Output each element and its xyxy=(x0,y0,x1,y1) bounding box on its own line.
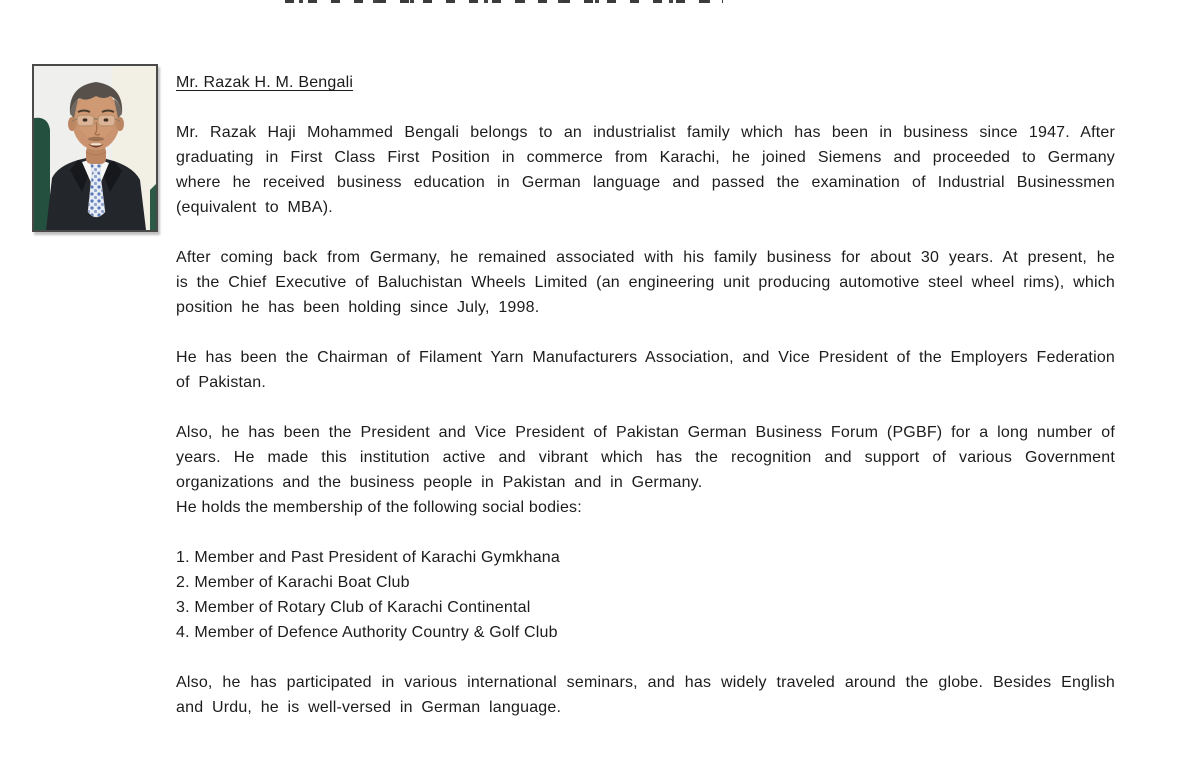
membership-intro-line: He holds the membership of the following social bodies: xyxy=(176,499,582,516)
clipped-header-remnant xyxy=(285,0,723,3)
membership-item: 2. Member of Karachi Boat Club xyxy=(176,574,410,591)
membership-item: 3. Member of Rotary Club of Karachi Continental xyxy=(176,599,531,616)
membership-item: 1. Member and Past President of Karachi Gymkhana xyxy=(176,549,561,566)
bio-paragraph-3: He has been the Chairman of Filament Yarn Manufacturers Association, and Vice President of the Employers Federation of Pakistan. xyxy=(176,349,1116,391)
bio-paragraph-4: Also, he has been the President and Vice President of Pakistan German Business Forum (PGBF) for a long number of years. He made this institution active and vibrant which has the recognition and support of various Government organizations and the business people in Pakistan and in Germany. xyxy=(176,424,1115,491)
bio-paragraph-1: Mr. Razak Haji Mohammed Bengali belongs to an industrialist family which has been in business since 1947. After graduating in First Class First Position in commerce from Karachi, he joined Siemens and proceeded to Germany where he received business education in German language and passed the examination of Industrial Businessmen (equivalent to MBA). xyxy=(176,124,1115,216)
portrait-photo-illustration xyxy=(34,66,156,230)
closing-paragraph: Also, he has participated in various international seminars, and has widely traveled around the globe. Besides English and Urdu, he is well-versed in German language. xyxy=(176,674,1115,716)
portrait-photo xyxy=(32,64,158,232)
bio-paragraph-2: After coming back from Germany, he remained associated with his family business for about 30 years. At present, he is the Chief Executive of Baluchistan Wheels Limited (an engineering unit producing automotive steel wheel rims), which position he has been holding since July, 1998. xyxy=(176,249,1115,316)
membership-item: 4. Member of Defence Authority Country & Golf Club xyxy=(176,624,558,641)
membership-list xyxy=(176,545,1115,645)
bio-content xyxy=(176,70,1115,720)
person-name-heading: Mr. Razak H. M. Bengali xyxy=(176,74,354,91)
